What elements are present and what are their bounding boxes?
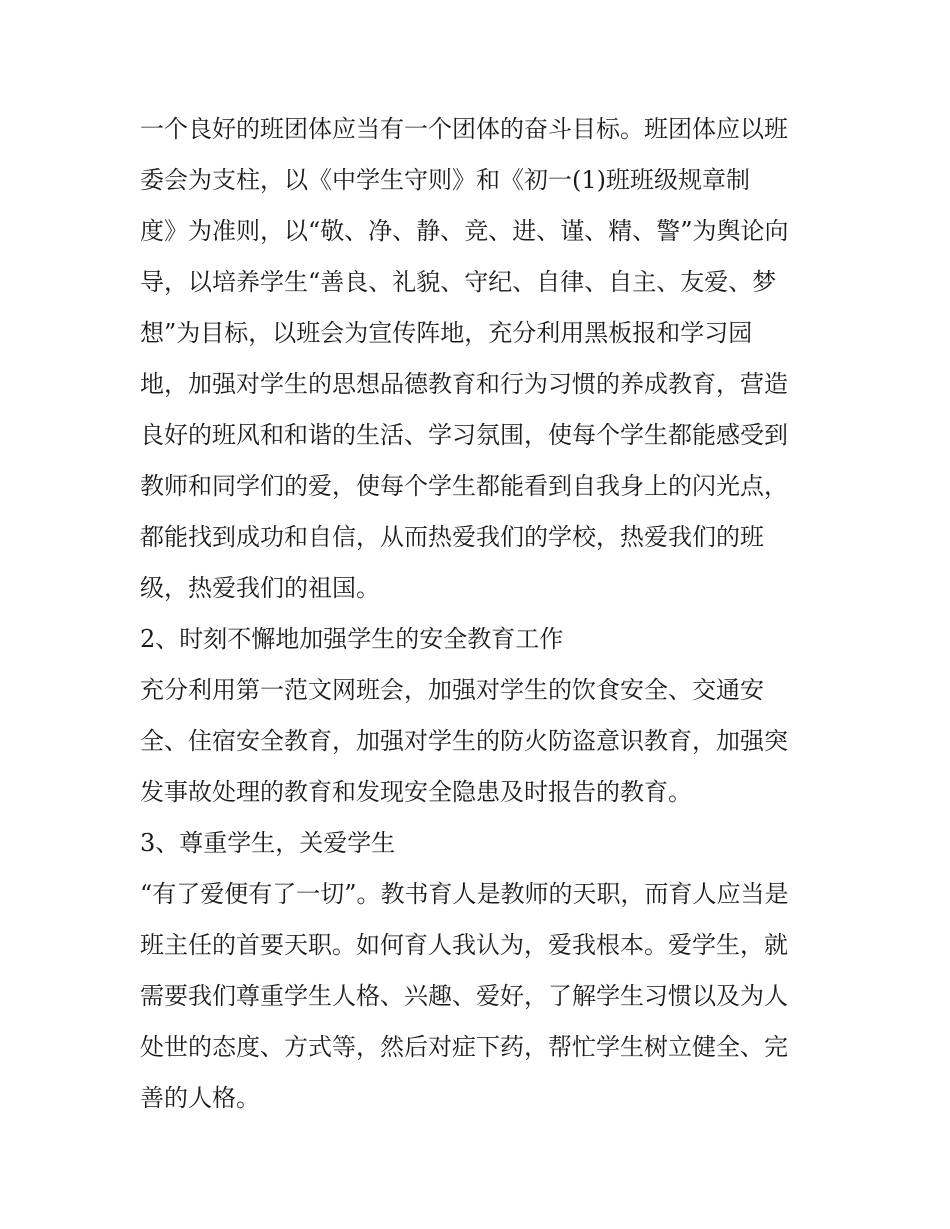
paragraph-line-18: 需要我们尊重学生人格、兴趣、爱好，了解学生习惯以及为人 — [140, 982, 788, 1010]
document-body — [140, 104, 820, 1124]
paragraph-line-2: 委会为支柱，以《中学生守则》和《初一(1)班班级规章制 — [140, 166, 750, 194]
paragraph-line-3: 度》为准则，以“敬、净、静、竞、进、谨、精、警”为舆论向 — [140, 217, 789, 245]
paragraph-line-1: 一个良好的班团体应当有一个团体的奋斗目标。班团体应以班 — [140, 115, 788, 143]
section-heading-3: 3、尊重学生，关爱学生 — [140, 829, 396, 857]
paragraph-line-12: 充分利用第一范文网班会，加强对学生的饮食安全、交通安 — [140, 676, 764, 704]
paragraph-line-16: “有了爱便有了一切”。教书育人是教师的天职，而育人应当是 — [140, 880, 789, 908]
paragraph-line-14: 发事故处理的教育和发现安全隐患及时报告的教育。 — [140, 778, 692, 806]
paragraph-line-13: 全、住宿安全教育，加强对学生的防火防盗意识教育，加强突 — [140, 727, 788, 755]
paragraph-line-19: 处世的态度、方式等，然后对症下药，帮忙学生树立健全、完 — [140, 1033, 788, 1061]
paragraph-line-8: 教师和同学们的爱，使每个学生都能看到自我身上的闪光点， — [140, 472, 788, 500]
paragraph-line-20: 善的人格。 — [140, 1084, 260, 1112]
paragraph-line-5: 想”为目标，以班会为宣传阵地，充分利用黑板报和学习园 — [140, 319, 753, 347]
paragraph-line-4: 导，以培养学生“善良、礼貌、守纪、自律、自主、友爱、梦 — [140, 268, 777, 296]
paragraph-line-7: 良好的班风和和谐的生活、学习氛围，使每个学生都能感受到 — [140, 421, 788, 449]
paragraph-line-17: 班主任的首要天职。如何育人我认为，爱我根本。爱学生，就 — [140, 931, 788, 959]
paragraph-line-6: 地，加强对学生的思想品德教育和行为习惯的养成教育，营造 — [140, 370, 788, 398]
section-heading-2: 2、时刻不懈地加强学生的安全教育工作 — [140, 625, 564, 653]
paragraph-line-9: 都能找到成功和自信，从而热爱我们的学校，热爱我们的班 — [140, 523, 764, 551]
paragraph-line-10: 级，热爱我们的祖国。 — [140, 574, 380, 602]
